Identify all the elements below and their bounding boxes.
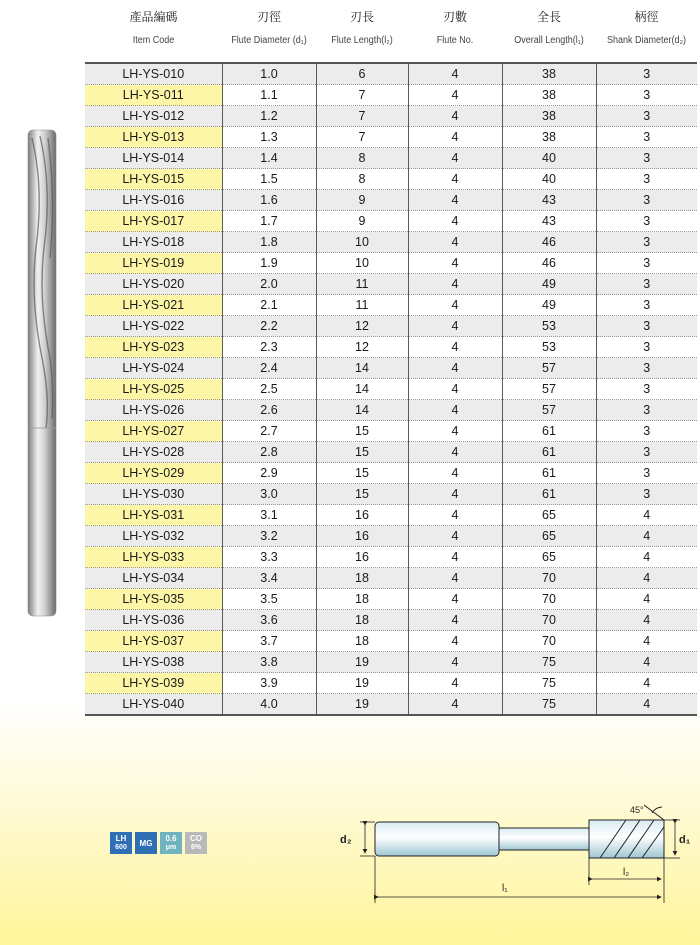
cell-flute-no: 4 — [408, 253, 502, 274]
cell-flute-diameter: 1.6 — [222, 190, 316, 211]
badge-line2: μm — [165, 844, 177, 851]
cell-overall-length: 38 — [502, 106, 596, 127]
cell-shank-diameter: 3 — [596, 316, 697, 337]
cell-flute-length: 7 — [316, 127, 408, 148]
cell-flute-length: 15 — [316, 442, 408, 463]
cell-flute-length: 9 — [316, 211, 408, 232]
cell-flute-diameter: 3.4 — [222, 568, 316, 589]
cell-overall-length: 53 — [502, 337, 596, 358]
cell-shank-diameter: 4 — [596, 568, 697, 589]
cell-overall-length: 70 — [502, 610, 596, 631]
cell-shank-diameter: 3 — [596, 127, 697, 148]
cell-item-code: LH-YS-027 — [85, 421, 222, 442]
l2-label: l₂ — [623, 867, 630, 878]
cell-flute-no: 4 — [408, 421, 502, 442]
cell-flute-length: 18 — [316, 631, 408, 652]
spec-table-body — [85, 63, 697, 715]
cell-flute-diameter: 3.5 — [222, 589, 316, 610]
cell-flute-diameter: 3.7 — [222, 631, 316, 652]
cell-overall-length: 61 — [502, 421, 596, 442]
cell-item-code: LH-YS-015 — [85, 169, 222, 190]
cell-flute-no: 4 — [408, 232, 502, 253]
cell-flute-length: 15 — [316, 421, 408, 442]
table-row — [85, 463, 697, 484]
cell-shank-diameter: 3 — [596, 463, 697, 484]
cell-shank-diameter: 3 — [596, 63, 697, 85]
cell-shank-diameter: 3 — [596, 421, 697, 442]
cell-item-code: LH-YS-018 — [85, 232, 222, 253]
angle-label: 45° — [630, 805, 644, 815]
cell-item-code: LH-YS-031 — [85, 505, 222, 526]
table-row — [85, 526, 697, 547]
cell-overall-length: 46 — [502, 253, 596, 274]
cell-flute-no: 4 — [408, 568, 502, 589]
table-row — [85, 253, 697, 274]
cell-overall-length: 49 — [502, 274, 596, 295]
cell-flute-length: 19 — [316, 673, 408, 694]
header-shank-diameter: 柄徑 Shank Diameter(d₂) — [606, 10, 687, 46]
table-row — [85, 232, 697, 253]
table-row — [85, 547, 697, 568]
table-row — [85, 694, 697, 716]
cell-flute-no: 4 — [408, 673, 502, 694]
cell-flute-no: 4 — [408, 63, 502, 85]
badge-line2: 600 — [115, 844, 127, 851]
cell-flute-length: 15 — [316, 484, 408, 505]
table-row — [85, 148, 697, 169]
table-row — [85, 211, 697, 232]
badge-3 — [185, 832, 207, 854]
cell-flute-length: 9 — [316, 190, 408, 211]
cell-item-code: LH-YS-011 — [85, 85, 222, 106]
cell-shank-diameter: 4 — [596, 652, 697, 673]
cell-flute-length: 18 — [316, 589, 408, 610]
cell-flute-length: 14 — [316, 400, 408, 421]
table-row — [85, 358, 697, 379]
cell-item-code: LH-YS-040 — [85, 694, 222, 716]
cell-overall-length: 38 — [502, 85, 596, 106]
badge-line2: 6% — [190, 844, 202, 851]
cell-flute-diameter: 2.8 — [222, 442, 316, 463]
cell-shank-diameter: 4 — [596, 694, 697, 716]
cell-shank-diameter: 3 — [596, 106, 697, 127]
cell-overall-length: 46 — [502, 232, 596, 253]
cell-flute-no: 4 — [408, 127, 502, 148]
table-row — [85, 337, 697, 358]
cell-flute-diameter: 3.1 — [222, 505, 316, 526]
cell-flute-diameter: 3.3 — [222, 547, 316, 568]
cell-overall-length: 70 — [502, 568, 596, 589]
cell-flute-no: 4 — [408, 610, 502, 631]
cell-flute-no: 4 — [408, 547, 502, 568]
table-row — [85, 589, 697, 610]
cell-flute-diameter: 1.8 — [222, 232, 316, 253]
table-row — [85, 505, 697, 526]
cell-flute-length: 19 — [316, 652, 408, 673]
header-flute-length: 刃長 Flute Length(l₂) — [331, 10, 393, 46]
cell-flute-diameter: 3.6 — [222, 610, 316, 631]
cell-shank-diameter: 3 — [596, 484, 697, 505]
badge-line1: CO — [190, 834, 202, 843]
cell-flute-diameter: 2.7 — [222, 421, 316, 442]
cell-shank-diameter: 3 — [596, 211, 697, 232]
cell-shank-diameter: 3 — [596, 148, 697, 169]
cell-flute-diameter: 3.9 — [222, 673, 316, 694]
badge-0 — [110, 832, 132, 854]
cell-flute-diameter: 1.1 — [222, 85, 316, 106]
cell-flute-diameter: 2.1 — [222, 295, 316, 316]
cell-overall-length: 65 — [502, 547, 596, 568]
cell-flute-length: 6 — [316, 63, 408, 85]
cell-shank-diameter: 4 — [596, 505, 697, 526]
cell-item-code: LH-YS-017 — [85, 211, 222, 232]
cell-item-code: LH-YS-024 — [85, 358, 222, 379]
material-badges — [110, 832, 207, 854]
reamer-product-image — [22, 128, 62, 618]
cell-shank-diameter: 3 — [596, 295, 697, 316]
table-row — [85, 169, 697, 190]
cell-overall-length: 70 — [502, 631, 596, 652]
cell-flute-no: 4 — [408, 652, 502, 673]
cell-item-code: LH-YS-013 — [85, 127, 222, 148]
cell-flute-length: 8 — [316, 169, 408, 190]
cell-overall-length: 57 — [502, 379, 596, 400]
cell-flute-diameter: 1.5 — [222, 169, 316, 190]
d2-label: d₂ — [340, 834, 352, 846]
cell-overall-length: 61 — [502, 484, 596, 505]
table-row — [85, 127, 697, 148]
table-row — [85, 295, 697, 316]
cell-shank-diameter: 4 — [596, 589, 697, 610]
cell-flute-diameter: 2.3 — [222, 337, 316, 358]
cell-item-code: LH-YS-022 — [85, 316, 222, 337]
table-row — [85, 379, 697, 400]
cell-flute-length: 16 — [316, 526, 408, 547]
cell-item-code: LH-YS-012 — [85, 106, 222, 127]
badge-line1: 0.6 — [165, 834, 177, 843]
cell-overall-length: 49 — [502, 295, 596, 316]
cell-item-code: LH-YS-028 — [85, 442, 222, 463]
cell-overall-length: 75 — [502, 694, 596, 716]
header-overall-length: 全長 Overall Length(l₁) — [514, 10, 584, 46]
cell-flute-no: 4 — [408, 358, 502, 379]
table-row — [85, 652, 697, 673]
cell-flute-length: 18 — [316, 568, 408, 589]
table-row — [85, 631, 697, 652]
cell-item-code: LH-YS-020 — [85, 274, 222, 295]
cell-flute-no: 4 — [408, 400, 502, 421]
cell-flute-no: 4 — [408, 85, 502, 106]
neck-body — [499, 828, 589, 850]
cell-item-code: LH-YS-037 — [85, 631, 222, 652]
cell-flute-length: 7 — [316, 85, 408, 106]
cell-flute-no: 4 — [408, 274, 502, 295]
cell-flute-diameter: 2.5 — [222, 379, 316, 400]
cell-flute-length: 12 — [316, 316, 408, 337]
cell-flute-length: 16 — [316, 547, 408, 568]
cell-flute-no: 4 — [408, 505, 502, 526]
cell-flute-length: 14 — [316, 358, 408, 379]
cell-shank-diameter: 3 — [596, 358, 697, 379]
cell-flute-diameter: 2.6 — [222, 400, 316, 421]
cell-flute-no: 4 — [408, 316, 502, 337]
cell-flute-no: 4 — [408, 589, 502, 610]
dimension-drawing — [330, 785, 700, 915]
cell-shank-diameter: 4 — [596, 526, 697, 547]
table-row — [85, 274, 697, 295]
shank-body — [375, 822, 499, 856]
header-flute-diameter: 刃徑 Flute Diameter (d₁) — [231, 10, 307, 46]
cell-overall-length: 70 — [502, 589, 596, 610]
cell-item-code: LH-YS-030 — [85, 484, 222, 505]
cell-overall-length: 40 — [502, 148, 596, 169]
cell-item-code: LH-YS-035 — [85, 589, 222, 610]
cell-shank-diameter: 4 — [596, 673, 697, 694]
cell-item-code: LH-YS-021 — [85, 295, 222, 316]
cell-flute-diameter: 1.0 — [222, 63, 316, 85]
cell-flute-diameter: 3.0 — [222, 484, 316, 505]
table-row — [85, 400, 697, 421]
cell-flute-diameter: 2.0 — [222, 274, 316, 295]
cell-shank-diameter: 3 — [596, 379, 697, 400]
cell-overall-length: 43 — [502, 190, 596, 211]
cell-flute-length: 15 — [316, 463, 408, 484]
cell-item-code: LH-YS-025 — [85, 379, 222, 400]
cell-flute-no: 4 — [408, 190, 502, 211]
cell-flute-no: 4 — [408, 295, 502, 316]
cell-flute-diameter: 2.9 — [222, 463, 316, 484]
cell-overall-length: 53 — [502, 316, 596, 337]
cell-flute-no: 4 — [408, 484, 502, 505]
cell-flute-length: 11 — [316, 274, 408, 295]
table-row — [85, 610, 697, 631]
cell-overall-length: 38 — [502, 63, 596, 85]
cell-flute-diameter: 3.8 — [222, 652, 316, 673]
badge-1 — [135, 832, 157, 854]
badge-line1: MG — [139, 838, 153, 848]
cell-item-code: LH-YS-029 — [85, 463, 222, 484]
cell-shank-diameter: 3 — [596, 400, 697, 421]
cell-flute-diameter: 2.2 — [222, 316, 316, 337]
cell-item-code: LH-YS-039 — [85, 673, 222, 694]
cell-overall-length: 75 — [502, 652, 596, 673]
cell-shank-diameter: 3 — [596, 169, 697, 190]
cell-item-code: LH-YS-010 — [85, 63, 222, 85]
cell-flute-length: 16 — [316, 505, 408, 526]
table-row — [85, 85, 697, 106]
cell-overall-length: 57 — [502, 358, 596, 379]
cell-flute-no: 4 — [408, 148, 502, 169]
cell-flute-length: 11 — [316, 295, 408, 316]
cell-overall-length: 61 — [502, 463, 596, 484]
header-row — [85, 0, 697, 63]
cell-flute-diameter: 1.2 — [222, 106, 316, 127]
cell-item-code: LH-YS-034 — [85, 568, 222, 589]
badge-2 — [160, 832, 182, 854]
spec-table — [85, 0, 697, 716]
d1-label: d₁ — [679, 834, 691, 846]
cell-item-code: LH-YS-026 — [85, 400, 222, 421]
cell-shank-diameter: 3 — [596, 85, 697, 106]
cell-flute-length: 12 — [316, 337, 408, 358]
table-row — [85, 63, 697, 85]
cell-flute-no: 4 — [408, 211, 502, 232]
cell-flute-length: 14 — [316, 379, 408, 400]
cell-overall-length: 65 — [502, 526, 596, 547]
header-item-code: 產品編碼 Item Code — [129, 10, 178, 46]
cell-flute-no: 4 — [408, 463, 502, 484]
cell-item-code: LH-YS-023 — [85, 337, 222, 358]
table-row — [85, 484, 697, 505]
cell-flute-length: 18 — [316, 610, 408, 631]
cell-overall-length: 75 — [502, 673, 596, 694]
cell-flute-no: 4 — [408, 631, 502, 652]
cell-flute-no: 4 — [408, 337, 502, 358]
cell-flute-diameter: 1.9 — [222, 253, 316, 274]
cell-flute-no: 4 — [408, 442, 502, 463]
cell-flute-length: 8 — [316, 148, 408, 169]
cell-flute-no: 4 — [408, 694, 502, 716]
cell-overall-length: 43 — [502, 211, 596, 232]
cell-overall-length: 40 — [502, 169, 596, 190]
table-row — [85, 568, 697, 589]
cell-flute-diameter: 1.3 — [222, 127, 316, 148]
cell-item-code: LH-YS-014 — [85, 148, 222, 169]
cell-shank-diameter: 4 — [596, 547, 697, 568]
header-flute-no: 刃數 Flute No. — [436, 10, 474, 46]
cell-flute-length: 19 — [316, 694, 408, 716]
cell-flute-diameter: 2.4 — [222, 358, 316, 379]
cell-overall-length: 38 — [502, 127, 596, 148]
cell-flute-no: 4 — [408, 169, 502, 190]
cell-overall-length: 57 — [502, 400, 596, 421]
cell-shank-diameter: 3 — [596, 442, 697, 463]
table-row — [85, 673, 697, 694]
table-row — [85, 442, 697, 463]
cell-shank-diameter: 3 — [596, 337, 697, 358]
cell-shank-diameter: 3 — [596, 232, 697, 253]
cell-flute-no: 4 — [408, 526, 502, 547]
cell-item-code: LH-YS-033 — [85, 547, 222, 568]
cell-flute-length: 7 — [316, 106, 408, 127]
cell-shank-diameter: 3 — [596, 274, 697, 295]
cell-overall-length: 65 — [502, 505, 596, 526]
cell-flute-diameter: 4.0 — [222, 694, 316, 716]
cell-item-code: LH-YS-036 — [85, 610, 222, 631]
cell-item-code: LH-YS-038 — [85, 652, 222, 673]
table-row — [85, 421, 697, 442]
cell-shank-diameter: 3 — [596, 190, 697, 211]
table-row — [85, 190, 697, 211]
cell-flute-no: 4 — [408, 106, 502, 127]
table-row — [85, 316, 697, 337]
cell-flute-diameter: 1.7 — [222, 211, 316, 232]
cell-flute-no: 4 — [408, 379, 502, 400]
cell-overall-length: 61 — [502, 442, 596, 463]
cell-flute-length: 10 — [316, 253, 408, 274]
l1-label: l₁ — [502, 883, 508, 894]
cell-item-code: LH-YS-019 — [85, 253, 222, 274]
cell-shank-diameter: 3 — [596, 253, 697, 274]
cell-item-code: LH-YS-032 — [85, 526, 222, 547]
cell-flute-length: 10 — [316, 232, 408, 253]
badge-line1: LH — [115, 834, 127, 843]
cell-shank-diameter: 4 — [596, 610, 697, 631]
table-row — [85, 106, 697, 127]
cell-shank-diameter: 4 — [596, 631, 697, 652]
cell-flute-diameter: 3.2 — [222, 526, 316, 547]
cell-flute-diameter: 1.4 — [222, 148, 316, 169]
cell-item-code: LH-YS-016 — [85, 190, 222, 211]
